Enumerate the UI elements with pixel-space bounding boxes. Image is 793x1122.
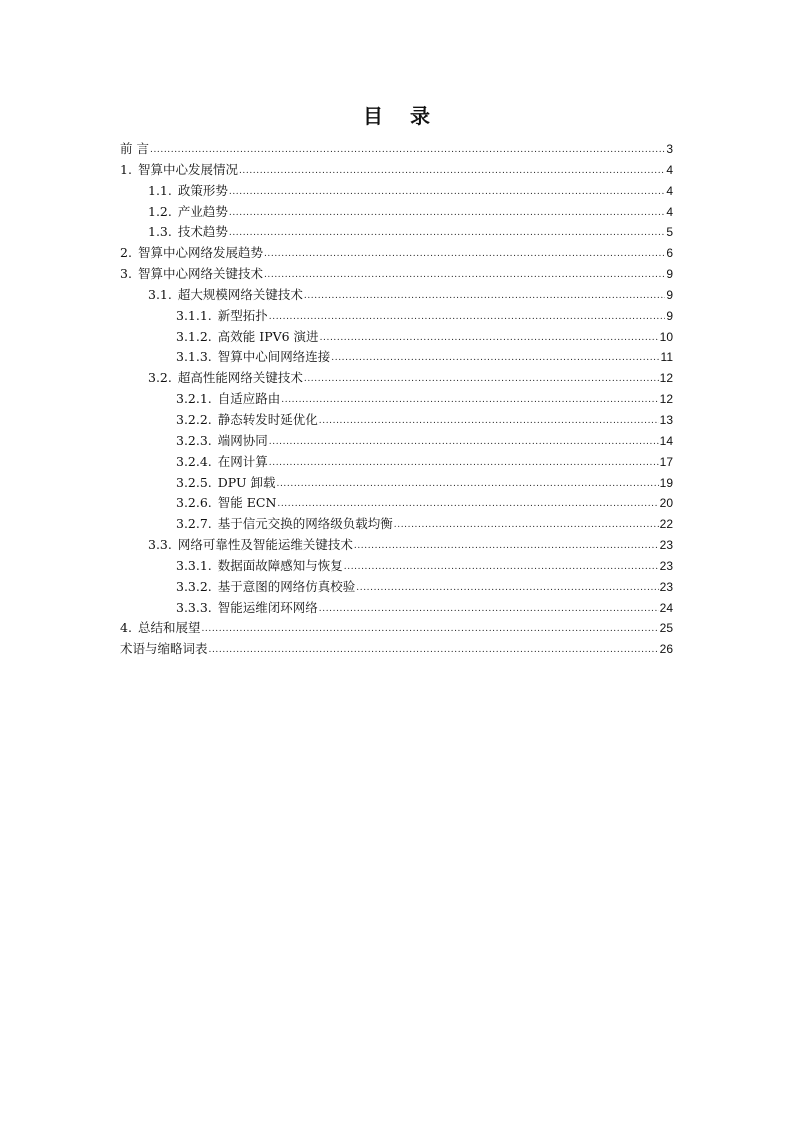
toc-entry-number: 3.3.3. xyxy=(176,599,212,615)
toc-entry-title: 超大规模网络关键技术 xyxy=(177,286,303,302)
toc-entry-page-number: 3 xyxy=(666,142,673,156)
toc-entry-title: 网络可靠性及智能运维关键技术 xyxy=(177,537,353,553)
toc-entry-title: 总结和展望 xyxy=(137,620,201,636)
toc-entry[interactable] xyxy=(120,618,673,639)
dot-leader xyxy=(354,536,659,557)
dot-leader xyxy=(319,599,659,620)
toc-entry-page-number: 26 xyxy=(659,642,673,657)
toc-entry-title: 智算中心间网络连接 xyxy=(217,349,331,365)
dot-leader xyxy=(304,369,659,390)
toc-entry-title: 智能 ECN xyxy=(217,495,277,511)
toc-entry-page-number: 9 xyxy=(666,287,673,302)
toc-entry-number: 3.3.1. xyxy=(176,557,212,573)
toc-entry-page-number: 12 xyxy=(659,371,673,386)
toc-entry-title: 智算中心网络关键技术 xyxy=(137,266,263,282)
table-of-contents xyxy=(120,139,673,660)
dot-leader xyxy=(201,619,658,640)
toc-entry-page-number: 24 xyxy=(659,600,673,615)
page-title: 目 录 xyxy=(363,104,440,128)
toc-entry-number: 3.2.2. xyxy=(176,411,212,427)
dot-leader xyxy=(264,244,665,265)
toc-entry-number: 1.1. xyxy=(148,182,172,198)
toc-entry-number: 3. xyxy=(120,266,132,282)
toc-entry-page-number: 25 xyxy=(659,621,673,636)
dot-leader xyxy=(320,328,659,349)
toc-entry-title: 技术趋势 xyxy=(177,224,228,240)
dot-leader xyxy=(264,265,665,286)
toc-entry[interactable] xyxy=(120,639,673,660)
toc-entry-number: 1. xyxy=(120,161,132,177)
toc-entry-page-number: 4 xyxy=(666,204,673,219)
toc-entry-title: 高效能 IPV6 演进 xyxy=(217,328,319,344)
toc-entry-title: 新型拓扑 xyxy=(217,307,268,323)
toc-entry-title: 在网计算 xyxy=(217,453,268,469)
toc-entry-title: 端网协同 xyxy=(217,432,268,448)
toc-entry-title: 基于意图的网络仿真校验 xyxy=(217,578,356,594)
toc-entry[interactable] xyxy=(120,347,673,368)
toc-entry[interactable] xyxy=(120,577,673,598)
toc-entry-number: 3.1. xyxy=(148,286,172,302)
toc-entry-page-number: 12 xyxy=(659,392,673,407)
toc-entry-number: 3.1.2. xyxy=(176,328,212,344)
dot-leader xyxy=(150,140,665,161)
toc-entry[interactable] xyxy=(120,493,673,514)
toc-entry-number: 3.2.1. xyxy=(176,391,212,407)
dot-leader xyxy=(356,578,658,599)
toc-entry-title: 自适应路由 xyxy=(217,391,281,407)
toc-entry[interactable] xyxy=(120,285,673,306)
toc-entry-page-number: 9 xyxy=(666,308,673,323)
toc-entry-page-number: 20 xyxy=(659,496,673,511)
dot-leader xyxy=(277,494,658,515)
toc-entry-number: 2. xyxy=(120,245,132,261)
toc-entry[interactable] xyxy=(120,222,673,243)
toc-entry-page-number: 5 xyxy=(666,225,673,240)
dot-leader xyxy=(344,557,659,578)
toc-entry-page-number: 6 xyxy=(666,246,673,261)
toc-entry-number: 3.2.3. xyxy=(176,432,212,448)
toc-entry[interactable] xyxy=(120,410,673,431)
toc-entry[interactable] xyxy=(120,368,673,389)
toc-entry[interactable] xyxy=(120,160,673,181)
toc-entry[interactable] xyxy=(120,264,673,285)
toc-entry-title: 智算中心网络发展趋势 xyxy=(137,245,263,261)
dot-leader xyxy=(229,203,665,224)
toc-entry[interactable] xyxy=(120,139,673,160)
dot-leader xyxy=(239,161,665,182)
toc-entry-page-number: 13 xyxy=(659,412,673,427)
dot-leader xyxy=(269,432,659,453)
toc-entry-number: 3.1.1. xyxy=(176,307,212,323)
toc-entry-number: 3.2.6. xyxy=(176,495,212,511)
toc-entry[interactable] xyxy=(120,514,673,535)
toc-entry-title: DPU 卸载 xyxy=(217,474,276,490)
toc-entry-title: 前 言 xyxy=(120,141,149,156)
toc-entry-title: 超高性能网络关键技术 xyxy=(177,370,303,386)
toc-entry-title: 基于信元交换的网络级负载均衡 xyxy=(217,516,393,532)
dot-leader xyxy=(229,182,665,203)
toc-entry-page-number: 23 xyxy=(659,579,673,594)
toc-entry[interactable] xyxy=(120,327,673,348)
toc-entry[interactable] xyxy=(120,473,673,494)
toc-entry[interactable] xyxy=(120,452,673,473)
toc-entry-page-number: 14 xyxy=(659,433,673,448)
toc-entry-page-number: 11 xyxy=(660,350,673,365)
toc-entry-title: 智算中心发展情况 xyxy=(137,161,238,177)
toc-entry-number: 3.1.3. xyxy=(176,349,212,365)
dot-leader xyxy=(269,453,659,474)
toc-entry-title: 数据面故障感知与恢复 xyxy=(217,557,343,573)
toc-entry-number: 3.2. xyxy=(148,370,172,386)
toc-entry-page-number: 9 xyxy=(666,267,673,282)
toc-entry-page-number: 23 xyxy=(659,558,673,573)
dot-leader xyxy=(304,286,665,307)
toc-entry-title: 术语与缩略词表 xyxy=(120,641,208,657)
toc-entry-page-number: 19 xyxy=(659,475,673,490)
toc-entry-number: 1.3. xyxy=(148,224,172,240)
toc-entry[interactable] xyxy=(120,202,673,223)
toc-entry-title: 产业趋势 xyxy=(177,203,228,219)
toc-entry-number: 3.2.7. xyxy=(176,516,212,532)
toc-entry-page-number: 23 xyxy=(659,538,673,553)
toc-entry-page-number: 22 xyxy=(659,517,673,532)
toc-entry-page-number: 4 xyxy=(666,162,673,177)
toc-entry-title: 静态转发时延优化 xyxy=(217,411,318,427)
toc-entry-number: 3.3. xyxy=(148,537,172,553)
toc-entry-number: 3.3.2. xyxy=(176,578,212,594)
toc-entry[interactable] xyxy=(120,535,673,556)
dot-leader xyxy=(229,223,665,244)
toc-entry[interactable] xyxy=(120,306,673,327)
toc-entry-page-number: 17 xyxy=(659,454,673,469)
toc-entry[interactable] xyxy=(120,598,673,619)
toc-entry-number: 3.2.5. xyxy=(176,474,212,490)
toc-entry[interactable] xyxy=(120,389,673,410)
dot-leader xyxy=(269,307,666,328)
toc-entry[interactable] xyxy=(120,243,673,264)
dot-leader xyxy=(281,390,658,411)
toc-entry-number: 4. xyxy=(120,620,132,636)
toc-entry[interactable] xyxy=(120,181,673,202)
toc-entry-title: 政策形势 xyxy=(177,182,228,198)
toc-entry[interactable] xyxy=(120,431,673,452)
dot-leader xyxy=(394,515,659,536)
toc-entry-page-number: 10 xyxy=(659,329,673,344)
toc-entry-number: 1.2. xyxy=(148,203,172,219)
dot-leader xyxy=(209,640,659,661)
toc-entry-title: 智能运维闭环网络 xyxy=(217,599,318,615)
toc-entry-page-number: 4 xyxy=(666,183,673,198)
dot-leader xyxy=(331,348,659,369)
dot-leader xyxy=(277,474,659,495)
dot-leader xyxy=(319,411,659,432)
toc-entry-number: 3.2.4. xyxy=(176,453,212,469)
toc-entry[interactable] xyxy=(120,556,673,577)
